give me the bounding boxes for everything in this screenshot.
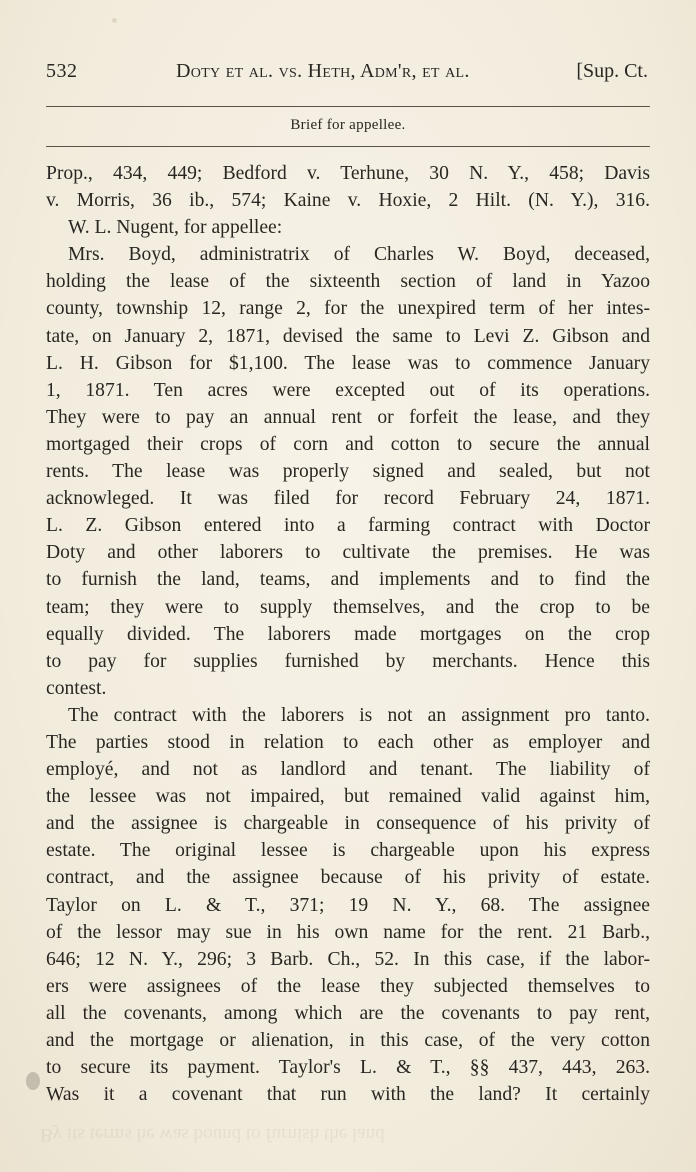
- text-line: employé, and not as landlord and tenant. The liability of: [46, 759, 650, 781]
- header-rule-top: [46, 106, 650, 107]
- page-number: 532: [46, 60, 78, 82]
- text-line: equally divided. The laborers made mortgages on the crop: [46, 623, 650, 645]
- text-line: Prop., 434, 449; Bedford v. Terhune, 30 N. Y., 458; Davis: [46, 163, 650, 184]
- text-line: county, township 12, range 2, for the unexpired term of her intes-: [46, 298, 650, 320]
- running-title-text: Doty et al. vs. Heth, Adm'r, et al.: [176, 60, 470, 82]
- text-line: Taylor on L. & T., 371; 19 N. Y., 68. The assignee: [46, 894, 650, 916]
- text-line: contest.: [46, 677, 107, 699]
- paper-stain: [26, 1072, 40, 1090]
- header-rule-bottom: [46, 146, 650, 147]
- text-line: Doty and other laborers to cultivate the premises. He was: [46, 542, 650, 564]
- text-line: W. L. Nugent, for appellee:: [68, 217, 283, 239]
- text-line: holding the lease of the sixteenth section of land in Yazoo: [46, 271, 650, 293]
- show-through-text: By its terms he was bound to furnish the land: [40, 1124, 385, 1145]
- text-line: acknowleged. It was filed for record February 24, 1871.: [46, 488, 650, 510]
- text-line: Mrs. Boyd, administratrix of Charles W. Boyd, deceased,: [68, 244, 650, 266]
- text-line: the lessee was not impaired, but remained valid against him,: [46, 786, 650, 808]
- text-line: L. Z. Gibson entered into a farming contract with Doctor: [46, 515, 650, 537]
- text-line: They were to pay an annual rent or forfeit the lease, and they: [46, 406, 650, 428]
- text-line: Was it a covenant that run with the land? It certainly: [46, 1084, 650, 1106]
- text-line: ers were assignees of the lease they subjected themselves to: [46, 975, 650, 997]
- text-line: tate, on January 2, 1871, devised the same to Levi Z. Gibson and: [46, 325, 650, 347]
- text-line: to furnish the land, teams, and implements and to find the: [46, 569, 650, 591]
- text-line: of the lessor may sue in his own name for the rent. 21 Barb.,: [46, 921, 650, 943]
- text-line: all the covenants, among which are the covenants to pay rent,: [46, 1002, 650, 1024]
- text-line: 646; 12 N. Y., 296; 3 Barb. Ch., 52. In this case, if the labor-: [46, 948, 650, 970]
- text-line: The parties stood in relation to each other as employer and: [46, 731, 650, 753]
- page-header: [46, 58, 652, 92]
- text-line: and the assignee is chargeable in consequence of his privity of: [46, 813, 650, 835]
- text-line: estate. The original lessee is chargeable upon his express: [46, 840, 650, 862]
- text-line: rents. The lease was properly signed and sealed, but not: [46, 461, 650, 483]
- body-text: [46, 160, 650, 1108]
- text-line: L. H. Gibson for $1,100. The lease was to commence January: [46, 352, 650, 374]
- text-line: 1, 1871. Ten acres were excepted out of its operations.: [46, 379, 650, 401]
- text-line: to pay for supplies furnished by merchants. Hence this: [46, 650, 650, 672]
- text-line: The contract with the laborers is not an assignment pro tanto.: [68, 704, 650, 726]
- running-title: [176, 60, 470, 83]
- text-line: and the mortgage or alienation, in this case, of the very cotton: [46, 1030, 650, 1051]
- paper-stain: [112, 18, 117, 23]
- section-subheading: Brief for appellee.: [290, 117, 406, 133]
- text-line: team; they were to supply themselves, and the crop to be: [46, 596, 650, 618]
- text-line: mortgaged their crops of corn and cotton to secure the annual: [46, 433, 650, 455]
- text-line: v. Morris, 36 ib., 574; Kaine v. Hoxie, 2 Hilt. (N. Y.), 316.: [46, 190, 650, 212]
- text-line: to secure its payment. Taylor's L. & T., §§ 437, 443, 263.: [46, 1057, 650, 1079]
- text-line: contract, and the assignee because of his privity of estate.: [46, 867, 650, 889]
- court-label: [Sup. Ct.: [576, 60, 648, 82]
